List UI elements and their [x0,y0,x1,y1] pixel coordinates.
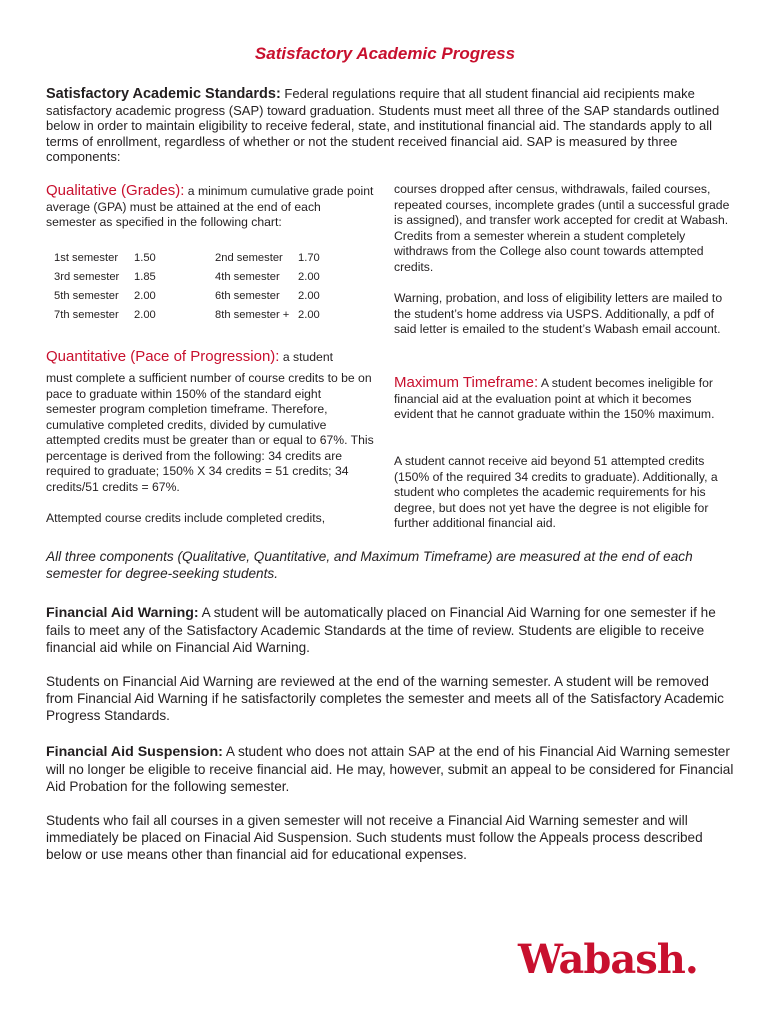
suspension-lead: Financial Aid Suspension: [46,744,223,760]
gpa-table [54,252,354,328]
gpa-semester-cell: 7th semester [54,309,119,321]
attempted-continued-text: courses dropped after census, withdrawals, failed courses, repeated courses, incomplete grades (until a successful grade is assigned), and transfer work accepted for credit at Wabash. Credits from a semester wherein a student completely withdraws from the College also count towards attempted credits. [394,182,730,274]
gpa-semester-cell: 3rd semester [54,271,120,283]
warning-text: A student will be automatically placed on Financial Aid Warning for one semester if he fails to meet any of the Satisfactory Academic Standards at the time of review. Students are eligible to receive financial aid while on Financial Aid Warning. [46,605,716,655]
gpa-row [54,290,354,309]
quantitative-heading-line [46,349,374,366]
gpa-value-cell: 1.85 [134,271,156,283]
gpa-value-cell: 2.00 [298,290,320,302]
quantitative-heading: Quantitative (Pace of Progression): [46,348,280,365]
qualitative-paragraph [46,183,374,231]
suspension-paragraph [46,743,736,795]
warning-paragraph [46,604,736,656]
standards-lead: Satisfactory Academic Standards: [46,86,281,102]
gpa-value-cell: 1.50 [134,252,156,264]
warning-paragraph-2: Students on Financial Aid Warning are reviewed at the end of the warning semester. A student will be removed from Financial Aid Warning if he satisfactorily completes the semester and meets all of the Satisfactory Academic Progress Standards. [46,674,724,723]
max-timeframe-text-2: A student cannot receive aid beyond 51 attempted credits (150% of the required 34 credits to graduate). Additionally, a student who completes the academic requirements for his degree, but does not yet have the degree is not eligible for further additional financial aid. [394,454,718,530]
attempted-credits-text: Attempted course credits include completed credits, [46,511,326,525]
gpa-semester-cell: 4th semester [215,271,280,283]
gpa-value-cell: 2.00 [298,309,320,321]
standards-text: Federal regulations require that all student financial aid recipients make satisfactory academic progress (SAP) toward graduation. Students must meet all three of the SAP standards outlined below in order to maintain eligibility to receive federal, state, and institutional financial aid. The standards apply to all terms of enrollment, regardless of whether or not the student received financial aid. SAP is measured by three components: [46,86,720,164]
gpa-semester-cell: 2nd semester [215,252,283,264]
max-timeframe-paragraph [394,375,730,423]
gpa-row [54,271,354,290]
gpa-semester-cell: 6th semester [215,290,280,302]
gpa-semester-cell: 5th semester [54,290,119,302]
suspension-paragraph-2: Students who fail all courses in a given semester will not receive a Financial Aid Warning semester and will immediately be placed on Finacial Aid Suspension. Such students must follow the Appeals process described below or use means other than financial aid for educational expenses. [46,813,703,862]
suspension-text: A student who does not attain SAP at the end of his Financial Aid Warning semester will no longer be eligible to receive financial aid. He may, however, submit an appeal to be considered for Financial Aid Probation for the following semester. [46,744,734,794]
quantitative-intro: a student [279,350,333,364]
gpa-row [54,252,354,271]
gpa-value-cell: 2.00 [298,271,320,283]
gpa-value-cell: 2.00 [134,290,156,302]
warning-lead: Financial Aid Warning: [46,605,199,621]
max-timeframe-text: A student becomes ineligible for financial aid at the evaluation point at which it becomes evident that he cannot graduate within the 150% maximum. [394,376,715,421]
gpa-row [54,309,354,328]
qualitative-heading: Qualitative (Grades): [46,182,185,199]
all-three-note: All three components (Qualitative, Quantitative, and Maximum Timeframe) are measured at the end of each semester for degree-seeking students. [46,549,693,581]
qualitative-text: a minimum cumulative grade point average (GPA) must be attained at the end of each semester as specified in the following chart: [46,184,374,229]
gpa-value-cell: 2.00 [134,309,156,321]
wabash-logo: Wabash. [518,936,698,983]
quantitative-text: must complete a sufficient number of course credits to be on pace to graduate within 150% of the standard eight semester program completion timeframe. Therefore, cumulative completed credits, divided by cumulative attempted credits must be greater than or equal to 67%. This percentage is derived from the following: 34 credits are required to graduate; 150% X 34 credits = 51 credits; 34 credits/51 credits = 67%. [46,371,374,494]
gpa-value-cell: 1.70 [298,252,320,264]
gpa-semester-cell: 8th semester + [215,309,290,321]
max-timeframe-heading: Maximum Timeframe: [394,374,539,391]
page-title: Satisfactory Academic Progress [254,44,516,63]
standards-paragraph [46,86,726,165]
letters-text: Warning, probation, and loss of eligibility letters are mailed to the student’s home address via USPS. Additionally, a pdf of said letter is emailed to the student’s Wabash email account. [394,291,723,336]
gpa-semester-cell: 1st semester [54,252,119,264]
